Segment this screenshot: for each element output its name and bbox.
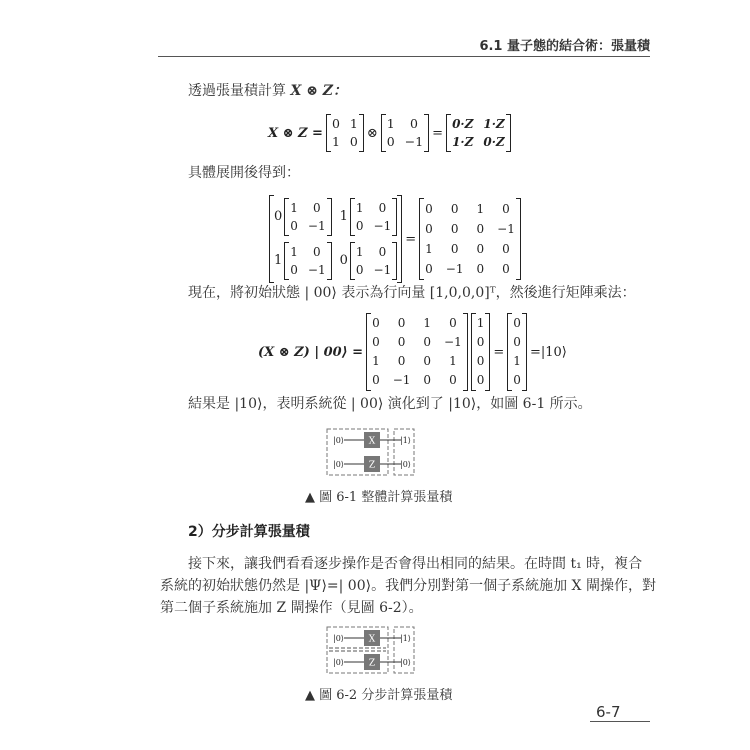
matrix-cell: 0 xyxy=(397,316,406,330)
matrix-cell: 1·Z xyxy=(483,117,505,131)
matrix-cell: 0 xyxy=(502,262,510,276)
output-ket: |1⟩ xyxy=(400,436,411,445)
input-ket: |0⟩ xyxy=(333,436,344,445)
matrix-cell: 0 xyxy=(450,242,459,256)
matrix-cell: 0 xyxy=(450,222,459,236)
input-ket: |0⟩ xyxy=(333,460,344,469)
matrix-cell: 1 xyxy=(331,134,340,149)
eq2-result-matrix xyxy=(419,198,521,280)
matrix-cell: 0 xyxy=(476,222,485,236)
gate-label: Z xyxy=(368,460,376,471)
input-ket: |0⟩ xyxy=(333,634,344,643)
block-scalar: 0 xyxy=(339,253,348,268)
matrix-cell: 0 xyxy=(513,373,521,387)
matrix-cell: −1 xyxy=(307,263,326,277)
eq1-matrix-result xyxy=(446,114,511,152)
matrix-cell: 1 xyxy=(290,201,298,215)
matrix-cell: 0·Z xyxy=(452,117,474,131)
eq3-input-vector xyxy=(471,313,491,391)
matrix-cell: 1·Z xyxy=(452,135,474,149)
tensor-operator: ⊗ xyxy=(366,125,378,141)
matrix-cell: 0·Z xyxy=(483,135,505,149)
footer-rule xyxy=(590,721,650,722)
matrix-cell: 0 xyxy=(355,263,364,277)
equation-3 xyxy=(258,313,567,391)
paragraph-step-line2: 系統的初始狀態仍然是 |Ψ⟩=| 00⟩。我們分別對第一個子系統施加 X 閘操作，對 xyxy=(160,578,656,594)
gate-label: Z xyxy=(368,658,376,669)
matrix-cell: 0 xyxy=(378,201,387,215)
eq1-matrix-x xyxy=(326,114,364,152)
matrix-cell: 0 xyxy=(425,262,433,276)
figure-6-1-caption: ▲ 圖 6-1 整體計算張量積 xyxy=(305,490,453,505)
matrix-cell: 0 xyxy=(476,242,485,256)
matrix-cell: 0 xyxy=(397,354,406,368)
intro-text: 透過張量積計算 xyxy=(188,83,286,99)
matrix-cell: −1 xyxy=(444,335,462,349)
block-scalar: 0 xyxy=(274,209,283,224)
equation-1 xyxy=(268,114,511,152)
block-entry xyxy=(340,242,398,280)
paragraph-initial-state: 現在，將初始狀態 | 00⟩ 表示為行向量 [1,0,0,0]ᵀ，然後進行矩陣乘法： xyxy=(188,285,636,301)
header-rule xyxy=(158,56,650,57)
matrix-cell: 0 xyxy=(355,219,364,233)
eq3-rhs: =|10⟩ xyxy=(529,344,567,360)
matrix-cell: 0 xyxy=(386,134,395,149)
matrix-cell: 0 xyxy=(331,116,340,131)
matrix-cell: 1 xyxy=(449,354,457,368)
matrix-cell: 0 xyxy=(502,202,510,216)
equals-sign: = xyxy=(432,125,444,141)
figure-6-2-circuit xyxy=(326,626,416,676)
matrix-cell: 0 xyxy=(397,335,406,349)
matrix-cell: 0 xyxy=(372,373,380,387)
matrix-cell: 0 xyxy=(450,202,459,216)
matrix-cell: 0 xyxy=(476,373,485,387)
matrix-cell: 1 xyxy=(355,245,364,259)
equals-sign: = xyxy=(405,231,417,247)
page-number: 6-7 xyxy=(596,703,621,721)
paragraph-result: 結果是 |10⟩，表明系統從 | 00⟩ 演化到了 |10⟩，如圖 6-1 所示。 xyxy=(188,396,592,412)
block-z-matrix xyxy=(284,242,331,280)
matrix-cell: 1 xyxy=(372,354,380,368)
block-scalar: 1 xyxy=(339,209,348,224)
block-entry xyxy=(340,198,398,236)
eq2-block-matrix xyxy=(269,195,402,283)
block-entry xyxy=(274,242,332,280)
matrix-cell: 1 xyxy=(423,316,432,330)
eq3-operator-matrix xyxy=(366,313,468,391)
matrix-cell: −1 xyxy=(307,219,326,233)
equation-2 xyxy=(269,195,521,283)
eq1-matrix-z xyxy=(381,114,429,152)
matrix-cell: 0 xyxy=(378,245,387,259)
block-entry xyxy=(274,198,332,236)
matrix-cell: 0 xyxy=(312,201,321,215)
matrix-cell: 1 xyxy=(355,201,364,215)
equals-sign: = xyxy=(493,344,505,360)
intro-math: X ⊗ Z： xyxy=(290,83,348,99)
output-ket: |1⟩ xyxy=(400,634,411,643)
matrix-cell: 0 xyxy=(476,335,485,349)
matrix-cell: 0 xyxy=(409,116,418,131)
block-scalar: 1 xyxy=(274,253,283,268)
paragraph-intro xyxy=(188,80,347,100)
matrix-cell: 1 xyxy=(290,245,298,259)
matrix-cell: 0 xyxy=(312,245,321,259)
matrix-cell: 1 xyxy=(349,116,358,131)
matrix-cell: 0 xyxy=(449,373,457,387)
gate-label: X xyxy=(368,436,376,447)
matrix-cell: 0 xyxy=(372,316,380,330)
matrix-cell: 0 xyxy=(423,354,432,368)
matrix-cell: 0 xyxy=(449,316,457,330)
matrix-cell: 0 xyxy=(513,335,521,349)
matrix-cell: 0 xyxy=(476,262,485,276)
figure-6-1-circuit xyxy=(326,428,416,478)
matrix-cell: 0 xyxy=(476,354,485,368)
paragraph-step-line3: 第二個子系統施加 Z 閘操作（見圖 6-2）。 xyxy=(160,600,423,616)
eq3-output-vector xyxy=(507,313,527,391)
matrix-cell: 0 xyxy=(423,373,432,387)
running-header: 6.1 量子態的結合術：張量積 xyxy=(479,39,650,54)
paragraph-expand: 具體展開後得到： xyxy=(188,165,300,181)
figure-6-2-caption: ▲ 圖 6-2 分步計算張量積 xyxy=(305,688,453,703)
matrix-cell: 1 xyxy=(476,316,485,330)
matrix-cell: 0 xyxy=(502,242,510,256)
matrix-cell: 1 xyxy=(386,116,395,131)
matrix-cell: 1 xyxy=(425,242,433,256)
paragraph-step-line1: 接下來，讓我們看看逐步操作是否會得出相同的結果。在時間 t₁ 時，複合 xyxy=(188,556,643,572)
matrix-cell: 0 xyxy=(425,222,433,236)
matrix-cell: 0 xyxy=(423,335,432,349)
matrix-cell: −1 xyxy=(404,134,424,149)
matrix-cell: −1 xyxy=(445,262,464,276)
matrix-cell: 0 xyxy=(290,263,298,277)
matrix-cell: −1 xyxy=(373,219,392,233)
block-z-matrix xyxy=(350,242,397,280)
matrix-cell: 0 xyxy=(290,219,298,233)
matrix-cell: 0 xyxy=(425,202,433,216)
matrix-cell: −1 xyxy=(497,222,515,236)
matrix-cell: 1 xyxy=(476,202,485,216)
subsection-heading: 2）分步計算張量積 xyxy=(188,524,310,540)
eq3-lhs: (X ⊗ Z) | 00⟩ = xyxy=(258,344,364,360)
output-ket: |0⟩ xyxy=(400,460,411,469)
matrix-cell: 1 xyxy=(513,354,521,368)
eq1-lhs: X ⊗ Z = xyxy=(268,125,323,141)
matrix-cell: 0 xyxy=(372,335,380,349)
gate-label: X xyxy=(368,634,376,645)
matrix-cell: −1 xyxy=(392,373,411,387)
input-ket: |0⟩ xyxy=(333,658,344,667)
output-ket: |0⟩ xyxy=(400,658,411,667)
matrix-cell: −1 xyxy=(373,263,392,277)
matrix-cell: 0 xyxy=(513,316,521,330)
matrix-cell: 0 xyxy=(349,134,358,149)
block-z-matrix xyxy=(350,198,397,236)
block-z-matrix xyxy=(284,198,331,236)
